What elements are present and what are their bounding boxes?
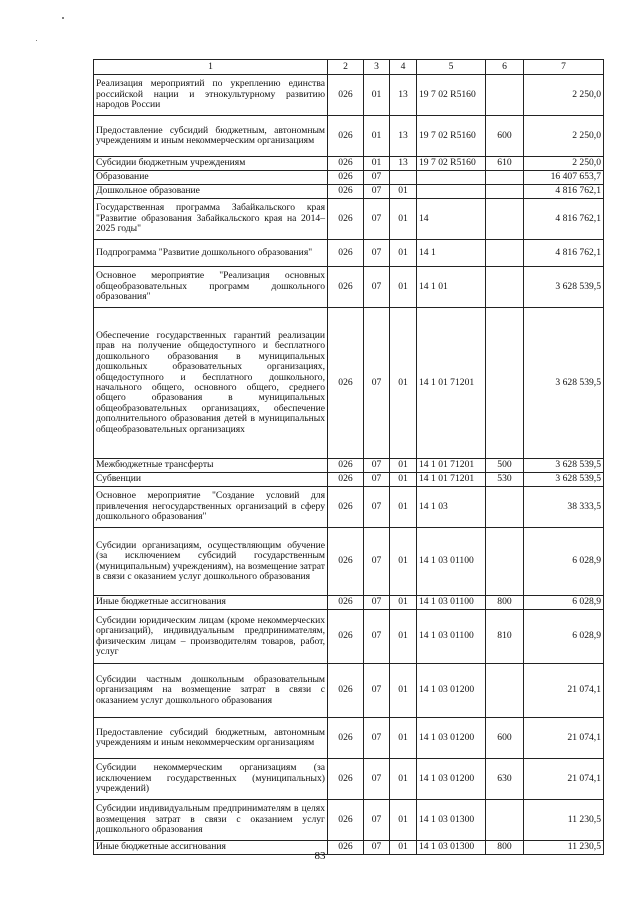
row-grbs-cell: 026	[328, 800, 364, 841]
row-expense-type-cell	[486, 664, 524, 718]
table-row	[94, 157, 604, 171]
header-cell: 5	[417, 60, 486, 75]
row-expense-type-cell	[486, 199, 524, 240]
row-grbs-cell: 026	[328, 718, 364, 759]
row-name-cell: Предоставление субсидий бюджетным, автономным учреждениям и иным некоммерческим организациям	[94, 718, 328, 759]
row-target-code-cell: 14 1 03 01300	[417, 800, 486, 841]
row-section-cell: 07	[364, 185, 390, 199]
row-target-code-cell: 14 1 03 01200	[417, 759, 486, 800]
table-row	[94, 185, 604, 199]
row-section-cell: 07	[364, 610, 390, 664]
row-section-cell: 07	[364, 841, 390, 855]
row-grbs-cell: 026	[328, 759, 364, 800]
row-grbs-cell: 026	[328, 610, 364, 664]
row-name-cell: Дошкольное образование	[94, 185, 328, 199]
row-target-code-cell: 14 1 03	[417, 487, 486, 528]
row-grbs-cell: 026	[328, 185, 364, 199]
table-row	[94, 528, 604, 596]
row-name-cell: Образование	[94, 171, 328, 185]
row-amount-cell: 4 816 762,1	[524, 185, 604, 199]
row-subsection-cell: 01	[390, 487, 417, 528]
row-subsection-cell	[390, 171, 417, 185]
row-section-cell: 01	[364, 157, 390, 171]
row-subsection-cell: 01	[390, 718, 417, 759]
row-amount-cell: 4 816 762,1	[524, 199, 604, 240]
row-amount-cell: 11 230,5	[524, 800, 604, 841]
row-section-cell: 01	[364, 75, 390, 116]
header-row	[94, 60, 604, 75]
row-section-cell: 07	[364, 759, 390, 800]
row-target-code-cell: 14 1 03 01200	[417, 718, 486, 759]
table-row	[94, 664, 604, 718]
row-amount-cell: 6 028,9	[524, 528, 604, 596]
row-subsection-cell: 13	[390, 116, 417, 157]
row-expense-type-cell	[486, 171, 524, 185]
row-subsection-cell: 01	[390, 596, 417, 610]
row-target-code-cell	[417, 171, 486, 185]
row-expense-type-cell	[486, 308, 524, 459]
row-subsection-cell: 01	[390, 664, 417, 718]
row-expense-type-cell: 530	[486, 473, 524, 487]
row-expense-type-cell: 610	[486, 157, 524, 171]
row-subsection-cell: 01	[390, 528, 417, 596]
table-row	[94, 75, 604, 116]
row-amount-cell: 2 250,0	[524, 116, 604, 157]
row-name-cell: Субвенции	[94, 473, 328, 487]
row-section-cell: 01	[364, 116, 390, 157]
page-number: 83	[314, 850, 326, 862]
budget-table	[93, 59, 604, 855]
row-target-code-cell: 19 7 02 R5160	[417, 75, 486, 116]
row-name-cell: Иные бюджетные ассигнования	[94, 596, 328, 610]
row-grbs-cell: 026	[328, 473, 364, 487]
row-section-cell: 07	[364, 718, 390, 759]
table-row	[94, 116, 604, 157]
table-header	[94, 60, 604, 75]
row-amount-cell: 3 628 539,5	[524, 473, 604, 487]
row-subsection-cell: 01	[390, 473, 417, 487]
row-subsection-cell: 01	[390, 185, 417, 199]
row-expense-type-cell	[486, 487, 524, 528]
row-target-code-cell: 14 1 03 01100	[417, 528, 486, 596]
row-expense-type-cell	[486, 267, 524, 308]
row-section-cell: 07	[364, 473, 390, 487]
table-body	[94, 75, 604, 855]
row-subsection-cell: 01	[390, 841, 417, 855]
row-grbs-cell: 026	[328, 267, 364, 308]
row-amount-cell: 6 028,9	[524, 596, 604, 610]
row-subsection-cell: 01	[390, 759, 417, 800]
table-row	[94, 759, 604, 800]
header-cell: 7	[524, 60, 604, 75]
row-subsection-cell: 13	[390, 75, 417, 116]
row-grbs-cell: 026	[328, 664, 364, 718]
row-name-cell: Иные бюджетные ассигнования	[94, 841, 328, 855]
row-amount-cell: 3 628 539,5	[524, 308, 604, 459]
row-name-cell: Субсидии некоммерческим организациям (за исключением государственных (муниципальных) учреждений)	[94, 759, 328, 800]
row-name-cell: Межбюджетные трансферты	[94, 459, 328, 473]
row-target-code-cell: 14 1 01 71201	[417, 459, 486, 473]
row-section-cell: 07	[364, 596, 390, 610]
row-expense-type-cell: 630	[486, 759, 524, 800]
row-section-cell: 07	[364, 800, 390, 841]
row-name-cell: Обеспечение государственных гарантий реализации прав на получение общедоступного и бесплатного дошкольного образования в муниципальных дошкольных образовательных организациях, общедоступного и бесплатного дошкольного, начального общего, основного общего, среднего общего образования в муниципальных общеобразовательных организациях, обеспечение дополнительного образования детей в муниципальных общеобразовательных организациях	[94, 308, 328, 459]
row-subsection-cell: 01	[390, 459, 417, 473]
row-expense-type-cell: 600	[486, 116, 524, 157]
row-amount-cell: 21 074,1	[524, 664, 604, 718]
row-section-cell: 07	[364, 487, 390, 528]
header-cell: 6	[486, 60, 524, 75]
row-subsection-cell: 01	[390, 267, 417, 308]
row-name-cell: Государственная программа Забайкальского края "Развитие образования Забайкальского края на 2014–2025 годы"	[94, 199, 328, 240]
row-amount-cell: 21 074,1	[524, 759, 604, 800]
row-section-cell: 07	[364, 459, 390, 473]
row-target-code-cell: 14 1 03 01300	[417, 841, 486, 855]
row-section-cell: 07	[364, 199, 390, 240]
row-grbs-cell: 026	[328, 75, 364, 116]
table-row	[94, 171, 604, 185]
row-name-cell: Основное мероприятие "Создание условий для привлечения негосударственных организаций в сферу дошкольного образования"	[94, 487, 328, 528]
row-target-code-cell: 14 1 01 71201	[417, 308, 486, 459]
row-amount-cell: 11 230,5	[524, 841, 604, 855]
row-name-cell: Предоставление субсидий бюджетным, автономным учреждениям и иным некоммерческим организациям	[94, 116, 328, 157]
row-name-cell: Субсидии частным дошкольным образовательным организациям на возмещение затрат в связи с оказанием услуг дошкольного образования	[94, 664, 328, 718]
table-row	[94, 718, 604, 759]
row-target-code-cell	[417, 185, 486, 199]
row-expense-type-cell: 600	[486, 718, 524, 759]
header-cell: 1	[94, 60, 328, 75]
row-amount-cell: 4 816 762,1	[524, 240, 604, 267]
table-row	[94, 596, 604, 610]
row-target-code-cell: 14 1 01	[417, 267, 486, 308]
row-grbs-cell: 026	[328, 240, 364, 267]
row-name-cell: Основное мероприятие "Реализация основных общеобразовательных программ дошкольного образования"	[94, 267, 328, 308]
row-amount-cell: 2 250,0	[524, 157, 604, 171]
table-row	[94, 800, 604, 841]
table-row	[94, 473, 604, 487]
row-name-cell: Подпрограмма "Развитие дошкольного образования"	[94, 240, 328, 267]
header-cell: 4	[390, 60, 417, 75]
row-subsection-cell: 13	[390, 157, 417, 171]
row-name-cell: Субсидии юридическим лицам (кроме некоммерческих организаций), индивидуальным предпринимателям, физическим лицам – производителям товаров, работ, услуг	[94, 610, 328, 664]
row-section-cell: 07	[364, 528, 390, 596]
row-name-cell: Субсидии бюджетным учреждениям	[94, 157, 328, 171]
row-expense-type-cell: 500	[486, 459, 524, 473]
row-target-code-cell: 14	[417, 199, 486, 240]
header-cell: 2	[328, 60, 364, 75]
scan-speck	[62, 17, 64, 19]
row-target-code-cell: 14 1 03 01100	[417, 610, 486, 664]
row-target-code-cell: 19 7 02 R5160	[417, 157, 486, 171]
row-target-code-cell: 14 1 01 71201	[417, 473, 486, 487]
row-expense-type-cell	[486, 800, 524, 841]
row-grbs-cell: 026	[328, 171, 364, 185]
row-amount-cell: 6 028,9	[524, 610, 604, 664]
row-grbs-cell: 026	[328, 199, 364, 240]
row-target-code-cell: 14 1 03 01100	[417, 596, 486, 610]
scan-speck	[36, 40, 37, 41]
row-section-cell: 07	[364, 240, 390, 267]
row-grbs-cell: 026	[328, 459, 364, 473]
row-subsection-cell: 01	[390, 800, 417, 841]
row-section-cell: 07	[364, 267, 390, 308]
row-target-code-cell: 19 7 02 R5160	[417, 116, 486, 157]
row-name-cell: Субсидии организациям, осуществляющим обучение (за исключением субсидий государственным (муниципальным) учреждениям), на возмещение затрат в связи с оказанием услуг дошкольного образования	[94, 528, 328, 596]
row-grbs-cell: 026	[328, 487, 364, 528]
row-section-cell: 07	[364, 308, 390, 459]
row-grbs-cell: 026	[328, 116, 364, 157]
row-target-code-cell: 14 1 03 01200	[417, 664, 486, 718]
table-row	[94, 267, 604, 308]
row-grbs-cell: 026	[328, 528, 364, 596]
row-expense-type-cell	[486, 240, 524, 267]
row-expense-type-cell	[486, 528, 524, 596]
table-row	[94, 308, 604, 459]
row-subsection-cell: 01	[390, 308, 417, 459]
row-grbs-cell: 026	[328, 308, 364, 459]
row-expense-type-cell: 800	[486, 841, 524, 855]
row-expense-type-cell	[486, 75, 524, 116]
row-name-cell: Реализация мероприятий по укреплению единства российской нации и этнокультурному развитию народов России	[94, 75, 328, 116]
row-grbs-cell: 026	[328, 841, 364, 855]
row-target-code-cell: 14 1	[417, 240, 486, 267]
row-subsection-cell: 01	[390, 610, 417, 664]
row-amount-cell: 38 333,5	[524, 487, 604, 528]
row-expense-type-cell	[486, 185, 524, 199]
header-cell: 3	[364, 60, 390, 75]
row-amount-cell: 3 628 539,5	[524, 267, 604, 308]
table-row	[94, 610, 604, 664]
row-amount-cell: 3 628 539,5	[524, 459, 604, 473]
row-amount-cell: 2 250,0	[524, 75, 604, 116]
row-name-cell: Субсидии индивидуальным предпринимателям в целях возмещения затрат в связи с оказанием услуг дошкольного образования	[94, 800, 328, 841]
row-subsection-cell: 01	[390, 199, 417, 240]
table-row	[94, 459, 604, 473]
row-amount-cell: 16 407 653,7	[524, 171, 604, 185]
table-row	[94, 240, 604, 267]
row-subsection-cell: 01	[390, 240, 417, 267]
row-section-cell: 07	[364, 171, 390, 185]
table-row	[94, 199, 604, 240]
row-expense-type-cell: 810	[486, 610, 524, 664]
row-amount-cell: 21 074,1	[524, 718, 604, 759]
row-grbs-cell: 026	[328, 157, 364, 171]
row-grbs-cell: 026	[328, 596, 364, 610]
row-section-cell: 07	[364, 664, 390, 718]
row-expense-type-cell: 800	[486, 596, 524, 610]
table-row	[94, 487, 604, 528]
